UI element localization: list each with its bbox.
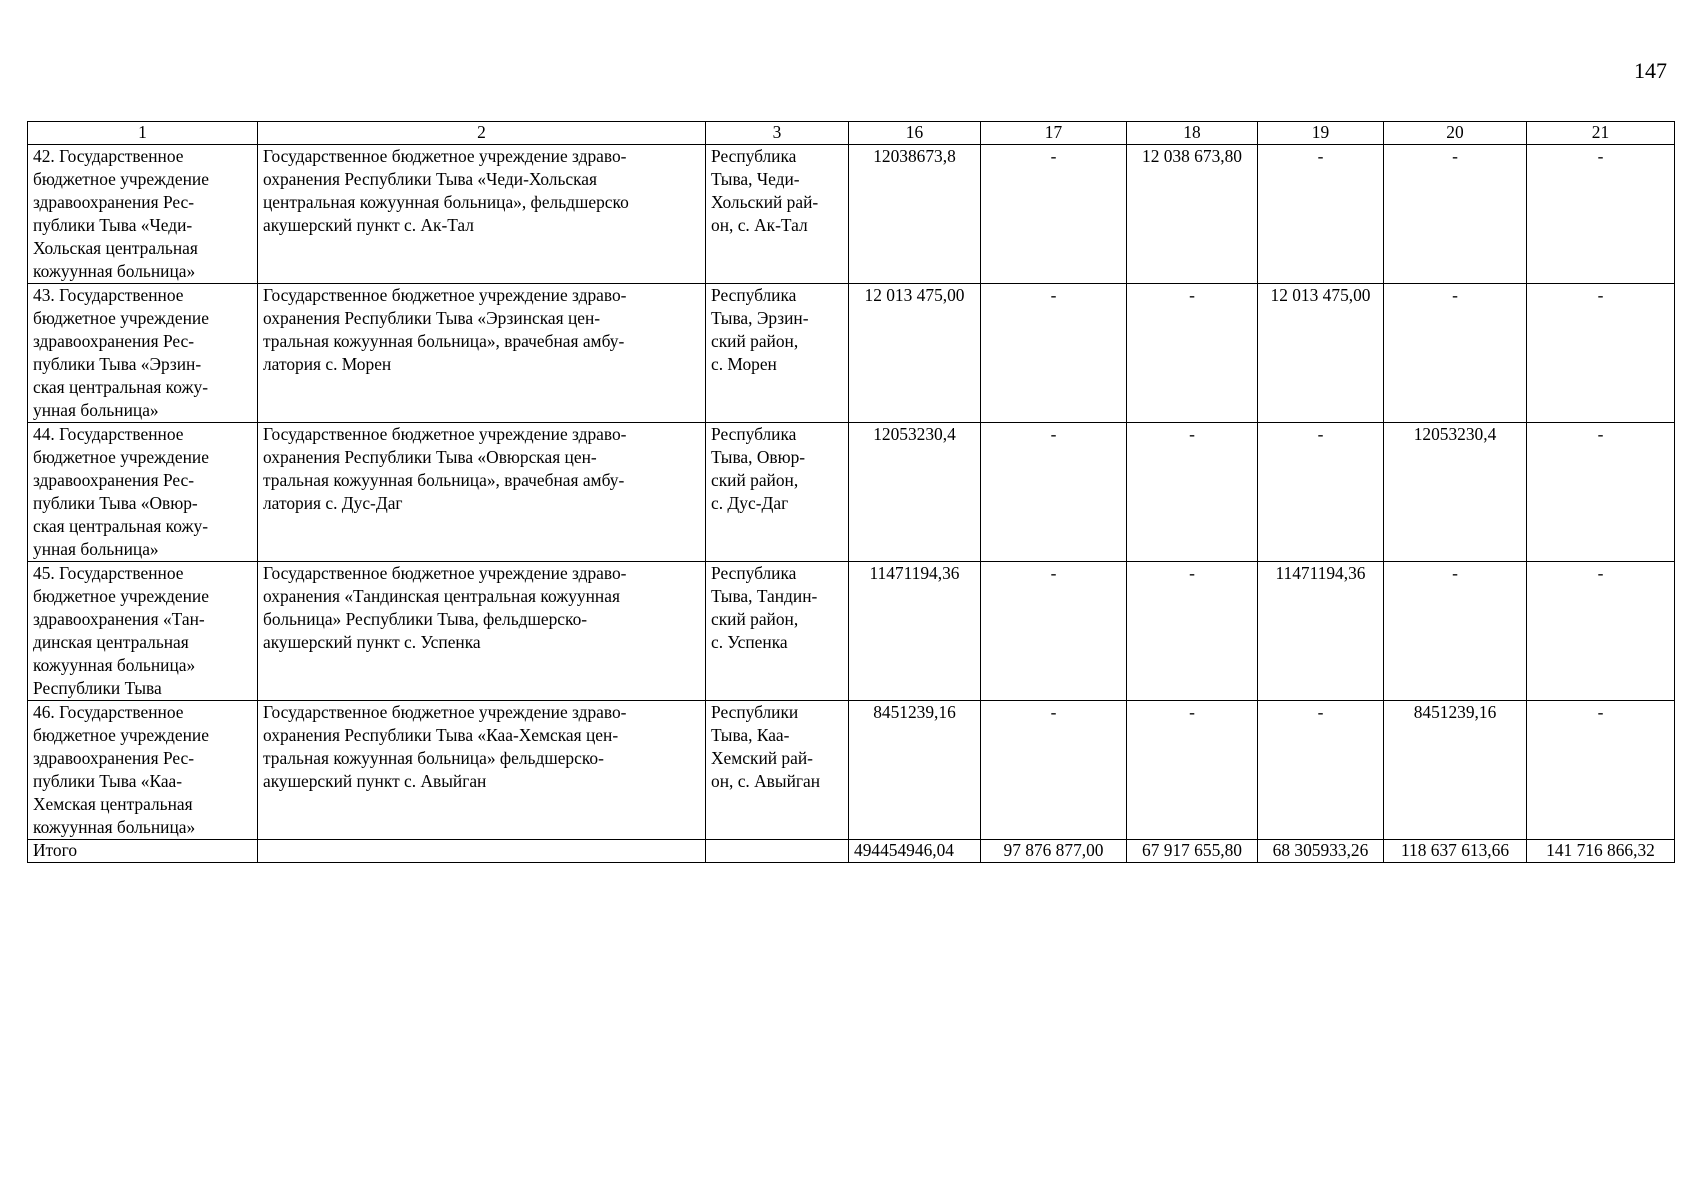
amount-col-20: 12053230,4 [1384, 423, 1527, 562]
total-col-20: 118 637 613,66 [1384, 840, 1527, 863]
amount-col-18: - [1127, 562, 1258, 701]
amount-col-20: - [1384, 562, 1527, 701]
amount-col-16: 12038673,8 [849, 145, 981, 284]
location-cell: Республика Тыва, Эрзин- ский район, с. Морен [706, 284, 849, 423]
total-location-cell [706, 840, 849, 863]
amount-col-19: - [1258, 701, 1384, 840]
column-number-17: 17 [981, 122, 1127, 145]
amount-col-17: - [981, 423, 1127, 562]
column-number-21: 21 [1527, 122, 1675, 145]
amount-col-18: 12 038 673,80 [1127, 145, 1258, 284]
total-row [28, 840, 1675, 863]
column-number-20: 20 [1384, 122, 1527, 145]
page-number: 147 [1634, 58, 1667, 83]
amount-col-21: - [1527, 145, 1675, 284]
amount-col-19: - [1258, 423, 1384, 562]
total-col-17: 97 876 877,00 [981, 840, 1127, 863]
amount-col-17: - [981, 284, 1127, 423]
total-label: Итого [28, 840, 258, 863]
amount-col-19: 11471194,36 [1258, 562, 1384, 701]
table-row [28, 423, 1675, 562]
column-number-row [28, 122, 1675, 145]
amount-col-18: - [1127, 284, 1258, 423]
table-row [28, 284, 1675, 423]
column-number-1: 1 [28, 122, 258, 145]
facility-name-cell: Государственное бюджетное учреждение здраво- охранения Республики Тыва «Эрзинская цен- тральная кожуунная больница», врачебная амбу- латория с. Морен [258, 284, 706, 423]
amount-col-16: 11471194,36 [849, 562, 981, 701]
institution-name-cell: 46. Государственное бюджетное учреждение здравоохранения Рес- публики Тыва «Каа- Хемская центральная кожуунная больница» [28, 701, 258, 840]
amount-col-20: 8451239,16 [1384, 701, 1527, 840]
amount-col-20: - [1384, 284, 1527, 423]
amount-col-21: - [1527, 701, 1675, 840]
facility-name-cell: Государственное бюджетное учреждение здраво- охранения «Тандинская центральная кожуунная больница» Республики Тыва, фельдшерско- акушерский пункт с. Успенка [258, 562, 706, 701]
location-cell: Республика Тыва, Тандин- ский район, с. Успенка [706, 562, 849, 701]
column-number-3: 3 [706, 122, 849, 145]
institution-name-cell: 42. Государственное бюджетное учреждение здравоохранения Рес- публики Тыва «Чеди- Хольская центральная кожуунная больница» [28, 145, 258, 284]
amount-col-21: - [1527, 562, 1675, 701]
table-row [28, 701, 1675, 840]
column-number-16: 16 [849, 122, 981, 145]
facility-name-cell: Государственное бюджетное учреждение здраво- охранения Республики Тыва «Овюрская цен- тральная кожуунная больница», врачебная амбу- латория с. Дус-Даг [258, 423, 706, 562]
location-cell: Республика Тыва, Чеди- Хольский рай- он, с. Ак-Тал [706, 145, 849, 284]
amount-col-19: - [1258, 145, 1384, 284]
location-cell: Республики Тыва, Каа- Хемский рай- он, с. Авыйган [706, 701, 849, 840]
institution-name-cell: 43. Государственное бюджетное учреждение здравоохранения Рес- публики Тыва «Эрзин- ская центральная кожу- унная больница» [28, 284, 258, 423]
facility-name-cell: Государственное бюджетное учреждение здраво- охранения Республики Тыва «Чеди-Хольская центральная кожуунная больница», фельдшерско акушерский пункт с. Ак-Тал [258, 145, 706, 284]
amount-col-17: - [981, 145, 1127, 284]
column-number-19: 19 [1258, 122, 1384, 145]
funding-table [27, 121, 1675, 863]
total-col-16: 494454946,04 [849, 840, 981, 863]
amount-col-17: - [981, 562, 1127, 701]
institution-name-cell: 44. Государственное бюджетное учреждение здравоохранения Рес- публики Тыва «Овюр- ская центральная кожу- унная больница» [28, 423, 258, 562]
total-facility-cell [258, 840, 706, 863]
column-number-2: 2 [258, 122, 706, 145]
amount-col-20: - [1384, 145, 1527, 284]
total-col-19: 68 305933,26 [1258, 840, 1384, 863]
amount-col-16: 12053230,4 [849, 423, 981, 562]
total-col-21: 141 716 866,32 [1527, 840, 1675, 863]
amount-col-19: 12 013 475,00 [1258, 284, 1384, 423]
amount-col-18: - [1127, 423, 1258, 562]
amount-col-16: 12 013 475,00 [849, 284, 981, 423]
table-row [28, 145, 1675, 284]
amount-col-17: - [981, 701, 1127, 840]
location-cell: Республика Тыва, Овюр- ский район, с. Дус-Даг [706, 423, 849, 562]
amount-col-21: - [1527, 423, 1675, 562]
total-col-18: 67 917 655,80 [1127, 840, 1258, 863]
institution-name-cell: 45. Государственное бюджетное учреждение здравоохранения «Тан- динская центральная кожуунная больница» Республики Тыва [28, 562, 258, 701]
amount-col-18: - [1127, 701, 1258, 840]
column-number-18: 18 [1127, 122, 1258, 145]
amount-col-21: - [1527, 284, 1675, 423]
table-row [28, 562, 1675, 701]
facility-name-cell: Государственное бюджетное учреждение здраво- охранения Республики Тыва «Каа-Хемская цен- тральная кожуунная больница» фельдшерско- акушерский пункт с. Авыйган [258, 701, 706, 840]
amount-col-16: 8451239,16 [849, 701, 981, 840]
